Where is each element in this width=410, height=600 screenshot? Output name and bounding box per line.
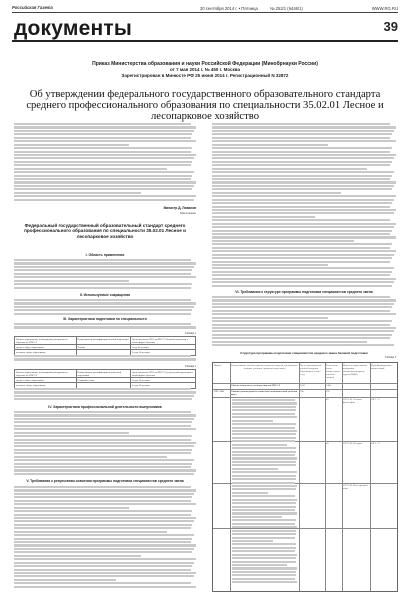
text-line (212, 320, 392, 322)
text-line (232, 440, 295, 442)
between-tables-text (14, 355, 196, 364)
table-cell: ОГСЭ.02. История (343, 442, 363, 445)
text-line (14, 280, 129, 282)
text-line (212, 274, 390, 276)
text-line (232, 516, 282, 518)
text-line (14, 496, 192, 498)
right-column-text-bottom (212, 296, 396, 350)
text-line (14, 302, 196, 304)
section-heading-4: IV. Характеристика профессиональной деятельности выпускников (48, 405, 162, 409)
text-line (232, 478, 296, 480)
text-line (212, 254, 394, 256)
text-line (14, 541, 191, 543)
section-heading-3: III. Характеристика подготовки по специальности (63, 317, 147, 321)
text-line (212, 264, 328, 266)
text-line (212, 154, 396, 156)
text-line (232, 451, 296, 453)
text-line (14, 439, 191, 441)
section-heading-6: VI. Требования к структуре программы подготовки специалистов среднего звена (235, 290, 373, 294)
text-line (212, 337, 390, 339)
text-line (212, 137, 390, 139)
text-line (212, 261, 390, 263)
table-3-caption: Таблица 3 (385, 356, 397, 359)
text-line (14, 262, 196, 264)
table-cell: Обязательная часть учебных циклов ППССЗ (231, 384, 281, 387)
section-heading-1: I. Область применения (85, 253, 125, 257)
text-line (232, 523, 295, 525)
text-line (14, 544, 196, 546)
table-2-header-cell: Срок получения СПО по ППССЗ углубленной подготовки в очной форме обучения (130, 370, 195, 378)
text-line (14, 391, 196, 393)
text-line (232, 550, 295, 552)
text-line (232, 495, 295, 497)
text-line (232, 537, 295, 539)
text-line (14, 555, 141, 557)
text-line (232, 409, 296, 411)
text-line (212, 216, 315, 218)
text-line (212, 344, 394, 346)
table-cell: 2 года 10 месяцев (130, 378, 195, 383)
text-line (212, 209, 396, 211)
text-line (14, 175, 192, 177)
text-line (212, 327, 396, 329)
right-column-text-top (212, 123, 396, 289)
table-3-header-cell: Коды формируемых компетенций (371, 364, 392, 371)
text-line (232, 488, 296, 490)
text-line (14, 551, 192, 553)
table-1-header-cell: Наименование квалификации базовой подготовки (76, 337, 130, 345)
text-line (14, 144, 129, 146)
text-line (232, 502, 296, 504)
text-line (212, 236, 396, 238)
standard-heading: Федеральный государственный образовательный стандарт среднего профессионального образования по специальности 35.02.01 Лесное и лесопарковое хозяйство (24, 223, 186, 239)
text-line (14, 527, 191, 529)
registration-number: Регистрационный N 32872 (229, 73, 289, 78)
table-3-header-cell: Индекс (214, 364, 222, 367)
text-line (14, 425, 191, 427)
text-line (14, 326, 196, 328)
table-cell: Общий гуманитарный и социально-экономический учебный цикл (231, 390, 298, 397)
text-line (14, 510, 192, 512)
text-line (232, 506, 296, 508)
table-3-description-text (232, 399, 297, 587)
text-line (232, 427, 295, 429)
text-line (232, 509, 295, 511)
text-line (14, 306, 194, 308)
table-cell: 1404 (326, 384, 331, 387)
text-line (14, 151, 191, 153)
text-line (212, 296, 390, 298)
text-line (212, 281, 394, 283)
text-line (212, 317, 328, 319)
text-line (212, 123, 390, 125)
table-cell: 48 (326, 442, 329, 445)
text-line (232, 482, 295, 484)
text-line (14, 130, 194, 132)
text-line (14, 323, 191, 325)
text-line (14, 507, 129, 509)
text-line (232, 423, 296, 425)
text-line (14, 565, 192, 567)
section-rule (12, 40, 398, 42)
text-line (232, 471, 297, 473)
text-line (14, 154, 196, 156)
section-heading-5: V. Требования к результатам освоения программы подготовки специалистов среднего звена (26, 479, 184, 483)
text-line (14, 358, 196, 360)
text-line (232, 526, 297, 528)
text-line (212, 133, 392, 135)
text-line (232, 519, 296, 521)
order-issuer: Приказ Министерства образования и науки Российской Федерации (Минобрнауки России) (92, 61, 318, 67)
table-3-header-cell: Наименование учебных циклов, разделов, модулей, требования к знаниям, умениям, практическому опыту (231, 364, 298, 371)
text-line (14, 388, 191, 390)
text-line (14, 517, 196, 519)
text-line (14, 398, 192, 400)
table-cell: 588 (300, 390, 304, 393)
text-line (212, 206, 390, 208)
appendix-label: Приложение (179, 211, 196, 215)
text-line (232, 475, 296, 477)
text-line (14, 185, 194, 187)
table-1 (14, 336, 196, 356)
text-line (212, 185, 394, 187)
text-line (212, 175, 392, 177)
text-line (14, 259, 191, 261)
table-cell: 3 года 10 месяцев (130, 383, 195, 388)
text-line (212, 219, 390, 221)
text-line (14, 432, 129, 434)
text-line (14, 269, 192, 271)
table-cell: 2 года 10 месяцев (130, 350, 195, 355)
text-line (14, 266, 194, 268)
text-line (14, 489, 196, 491)
section-1-text (14, 259, 196, 293)
text-line (212, 303, 394, 305)
table-1-header-cell: Уровень образования, необходимый для приема на обучение по ППССЗ (15, 337, 77, 345)
text-line (212, 226, 394, 228)
text-line (14, 514, 191, 516)
text-line (232, 554, 297, 556)
text-line (14, 569, 191, 571)
text-line (14, 473, 194, 475)
text-line (14, 147, 192, 149)
text-line (232, 543, 296, 545)
text-line (14, 126, 196, 128)
text-line (14, 195, 196, 197)
text-line (212, 192, 341, 194)
text-line (212, 233, 390, 235)
text-line (212, 202, 392, 204)
text-line (14, 442, 196, 444)
text-line (14, 299, 191, 301)
text-line (14, 452, 191, 454)
table-2-caption: Таблица 2 (185, 365, 197, 368)
text-line (212, 223, 396, 225)
text-line (232, 468, 278, 470)
text-line (212, 285, 392, 287)
text-line (212, 126, 396, 128)
top-rule (12, 12, 398, 13)
text-line (212, 212, 394, 214)
text-line (212, 240, 354, 242)
text-line (232, 571, 296, 573)
text-line (232, 581, 297, 583)
text-line (212, 310, 390, 312)
text-line (212, 188, 392, 190)
text-line (232, 499, 297, 501)
text-line (232, 578, 295, 580)
text-line (212, 178, 390, 180)
text-line (14, 449, 192, 451)
text-line (14, 493, 194, 495)
table-cell: ОГСЭ.01. Основы философии (343, 398, 362, 405)
text-line (14, 192, 141, 194)
text-line (14, 575, 194, 577)
text-line (14, 199, 194, 201)
table-1-caption: Таблица 1 (185, 332, 197, 335)
registration-text: Зарегистрирован в Минюсте РФ 25 июня 2014 г. (121, 73, 229, 78)
text-line (232, 540, 273, 542)
table-2 (14, 369, 196, 389)
text-line (14, 181, 196, 183)
text-line (14, 500, 191, 502)
text-line (14, 456, 167, 458)
text-line (14, 287, 191, 289)
newspaper-name: Российская Газета (12, 5, 53, 10)
text-line (212, 171, 394, 173)
text-line (14, 418, 194, 420)
text-line (14, 414, 196, 416)
text-line (232, 437, 296, 439)
text-line (14, 171, 194, 173)
text-line (14, 178, 191, 180)
text-line (14, 538, 192, 540)
table-1-header-cell: Срок получения СПО по ППССЗ базовой подготовки в очной форме обучения (130, 337, 195, 345)
table-cell: основное общее образование (15, 350, 77, 355)
text-line (14, 140, 196, 142)
text-line (232, 547, 296, 549)
table-cell: 48 (326, 398, 329, 401)
text-line (14, 313, 191, 315)
section-title: документы (14, 17, 132, 40)
text-line (232, 433, 296, 435)
text-line (212, 140, 396, 142)
section-2-text (14, 299, 196, 317)
text-line (212, 267, 394, 269)
table-cell: ОК 1 - 9 (371, 398, 380, 401)
text-line (14, 459, 194, 461)
text-line (14, 469, 196, 471)
table-2-header-cell: Наименование квалификации углубленной подготовки (76, 370, 130, 378)
text-line (14, 463, 192, 465)
text-line (232, 454, 295, 456)
text-line (232, 447, 296, 449)
text-line (14, 586, 196, 588)
text-line (14, 273, 191, 275)
text-line (212, 278, 396, 280)
text-line (212, 324, 390, 326)
text-line (232, 564, 287, 566)
section-5-text (14, 486, 196, 592)
text-line (14, 421, 192, 423)
text-line (212, 199, 394, 201)
text-line (232, 485, 297, 487)
text-line (232, 416, 297, 418)
text-line (232, 430, 297, 432)
text-line (14, 435, 192, 437)
text-line (212, 271, 392, 273)
table-cell: среднее общее образование (15, 378, 77, 383)
table-cell: ОК 1 - 9 (371, 442, 380, 445)
site-link[interactable]: WWW.RG.RU (371, 6, 398, 11)
text-line (212, 147, 392, 149)
text-line (14, 562, 194, 564)
text-line (14, 276, 196, 278)
text-line (232, 420, 273, 422)
text-line (232, 557, 296, 559)
signature-name: Министр Д. Ливанов (163, 206, 196, 210)
text-line (14, 548, 194, 550)
text-line (14, 411, 191, 413)
table-3-title: Структура программы подготовки специалистов среднего звена базовой подготовки (240, 351, 368, 355)
text-line (14, 486, 191, 488)
section-3-text (14, 323, 196, 332)
text-line (14, 157, 194, 159)
text-line (232, 492, 268, 494)
text-line (14, 188, 192, 190)
text-line (14, 164, 191, 166)
text-line (14, 582, 191, 584)
table-cell: Старший техник (76, 378, 130, 383)
text-line (14, 123, 191, 125)
table-cell: ОГСЭ.00 (214, 390, 224, 393)
table-3 (212, 362, 398, 592)
section-4-text (14, 411, 196, 478)
text-line (14, 168, 167, 170)
order-registered (40, 73, 370, 78)
text-line (212, 334, 392, 336)
text-line (212, 257, 392, 259)
text-line (232, 413, 295, 415)
text-line (14, 534, 194, 536)
issue-date: 30 сентября 2014 г. • Пятница (200, 6, 258, 11)
table-cell: ОГСЭ.03. Иностранный язык (343, 484, 368, 491)
text-line (212, 195, 396, 197)
text-line (14, 309, 192, 311)
table-cell: 392 (326, 390, 330, 393)
text-line (14, 137, 191, 139)
text-line (232, 457, 297, 459)
text-line (14, 558, 196, 560)
text-line (232, 574, 296, 576)
table-3-header-cell: Индекс и наименование дисциплин, междисциплинарных курсов (МДК) (343, 364, 368, 377)
page-number: 39 (383, 19, 398, 34)
text-line (232, 530, 296, 532)
text-line (212, 161, 392, 163)
text-line (212, 181, 396, 183)
text-line (212, 157, 394, 159)
text-line (212, 306, 392, 308)
text-line (232, 464, 296, 466)
text-line (232, 402, 297, 404)
table-cell: Техник (76, 345, 130, 350)
text-line (14, 531, 167, 533)
text-line (14, 524, 192, 526)
text-line (232, 399, 295, 401)
text-line (212, 299, 396, 301)
left-column-intro (14, 123, 196, 203)
table-cell: 2106 (300, 384, 305, 387)
order-date-number: от 7 мая 2014 г. № 450 г. Москва (169, 67, 241, 72)
text-line (212, 250, 396, 252)
text-line (14, 466, 191, 468)
text-line (232, 461, 296, 463)
text-line (14, 520, 194, 522)
order-title: Об утверждении федерального государственного образовательного стандарта среднего профессионального образования по специальности 35.02.01 Лесное и лесопарковое хозяйство (26, 89, 384, 122)
text-line (212, 247, 390, 249)
issue-number: № 252/1 (6446/1) (270, 6, 303, 11)
table-cell: основное общее образование (15, 383, 77, 388)
text-line (212, 230, 392, 232)
text-line (14, 395, 194, 397)
table-3-header-cell: Всего максимальной учебной нагрузки обучающегося (час./нед.) (300, 364, 322, 377)
text-line (212, 151, 390, 153)
text-line (14, 161, 192, 163)
text-line (232, 567, 297, 569)
text-line (212, 330, 394, 332)
text-line (232, 561, 296, 563)
section-heading-2: II. Используемые сокращения (79, 293, 131, 297)
text-line (212, 313, 396, 315)
text-line (14, 133, 192, 135)
text-line (232, 406, 296, 408)
text-line (212, 164, 390, 166)
text-line (14, 572, 196, 574)
table-3-header-cell: В том числе часов обязательных учебных занятий (326, 364, 340, 380)
text-line (212, 168, 367, 170)
text-line (14, 283, 192, 285)
text-line (212, 243, 392, 245)
text-line (232, 444, 287, 446)
text-line (232, 533, 296, 535)
text-line (212, 130, 394, 132)
table-2-header-cell: Уровень образования, необходимый для приема на обучение по ППССЗ (15, 370, 77, 378)
table-cell: 1 год 10 месяцев (130, 345, 195, 350)
text-line (232, 512, 297, 514)
table-cell: среднее общее образование (15, 345, 77, 350)
text-line (14, 445, 194, 447)
text-line (212, 144, 328, 146)
text-line (14, 503, 196, 505)
text-line (14, 355, 191, 357)
text-line (14, 428, 196, 430)
text-line (14, 579, 116, 581)
text-line (212, 341, 367, 343)
section-3-continued-text (14, 388, 196, 405)
